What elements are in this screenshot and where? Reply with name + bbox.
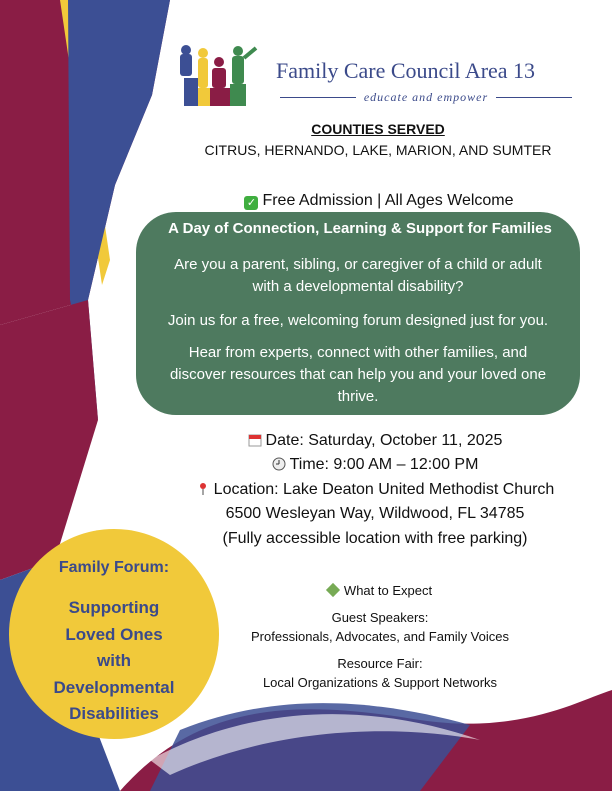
intro-p3-line2: discover resources that can help you and your loved one (169, 366, 547, 383)
event-date-text: Date: Saturday, October 11, 2025 (265, 432, 503, 449)
event-time (140, 453, 610, 477)
intro-p1-line2: with a developmental disability? (252, 278, 464, 295)
calendar-icon (248, 433, 262, 447)
badge-text (9, 595, 219, 728)
expect-heading (210, 583, 550, 598)
tagline-rule-right (496, 97, 572, 98)
tagline-row (280, 90, 572, 105)
intro-p1-line1: Are you a parent, sibling, or caregiver of a child or adult (174, 256, 542, 273)
badge-line-5: Disabilities (69, 704, 159, 723)
badge-line-3: with (97, 651, 131, 670)
tagline-rule-left (280, 97, 356, 98)
intro-p3-line1: Hear from experts, connect with other families, and (188, 344, 528, 361)
clock-icon (272, 457, 286, 471)
counties-list: CITRUS, HERNANDO, LAKE, MARION, AND SUMTER (204, 142, 552, 158)
intro-paragraph-3 (140, 342, 576, 408)
fair-text: Local Organizations & Support Networks (262, 675, 498, 690)
badge-heading: Family Forum: (58, 559, 170, 576)
admission-line (150, 192, 608, 210)
speakers-label: Guest Speakers: (331, 610, 429, 625)
council-logo (176, 44, 260, 110)
event-address: 6500 Wesleyan Way, Wildwood, FL 34785 (225, 505, 525, 522)
checkmark-icon: ✓ (244, 196, 258, 210)
event-time-text: Time: 9:00 AM – 12:00 PM (289, 456, 479, 473)
intro-paragraph-2: Join us for a free, welcoming forum designed just for you. (167, 312, 549, 329)
intro-p3-line3: thrive. (337, 388, 379, 405)
badge-line-1: Supporting (68, 598, 160, 617)
event-location (140, 478, 610, 502)
intro-paragraph-1 (140, 254, 576, 298)
event-location-text: Location: Lake Deaton United Methodist Church (213, 481, 555, 498)
org-name: Family Care Council Area 13 (276, 58, 536, 83)
badge-line-2: Loved Ones (65, 624, 163, 644)
speakers-text: Professionals, Advocates, and Family Voices (251, 629, 509, 644)
counties-heading: COUNTIES SERVED (311, 121, 445, 137)
expect-heading-text: What to Expect (343, 583, 433, 598)
party-popper-icon (326, 583, 340, 597)
tagline: educate and empower (363, 90, 489, 104)
badge-line-4: Developmental (53, 677, 175, 697)
event-access-note: (Fully accessible location with free parking) (222, 530, 528, 547)
pin-icon (196, 482, 210, 496)
admission-text: Free Admission | All Ages Welcome (262, 192, 514, 209)
event-date (140, 429, 610, 453)
fair-label: Resource Fair: (337, 656, 423, 671)
intro-title: A Day of Connection, Learning & Support for Families (168, 220, 552, 237)
